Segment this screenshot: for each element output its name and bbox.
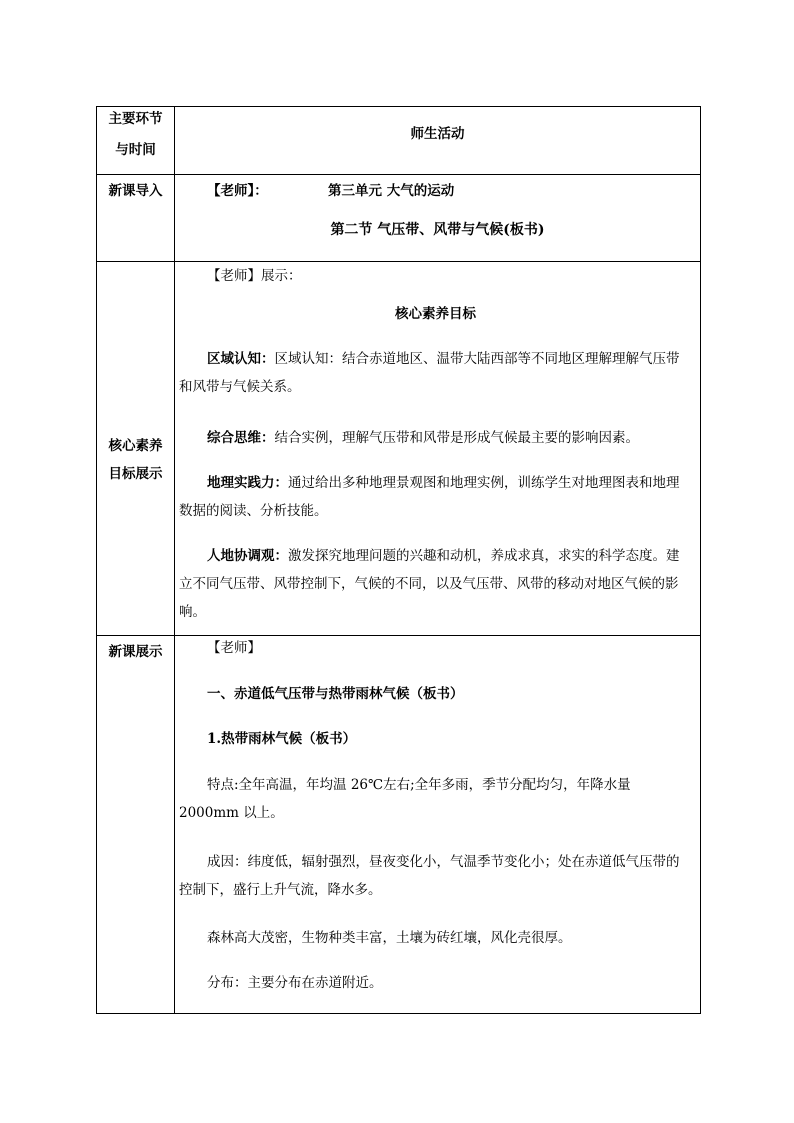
header-stage-line1: 主要环节 <box>108 111 163 127</box>
newlesson-distribution: 分布：主要分布在赤道附近。 <box>207 975 383 991</box>
core-label-line1: 核心素养 <box>108 438 163 454</box>
intro-label: 新课导入 <box>108 183 163 199</box>
core-item-thinking <box>179 424 692 452</box>
newlesson-causes: 成因：纬度低，辐射强烈，昼夜变化小，气温季节变化小；处在赤道低气压带的控制下，盛行上升气流，降水多。 <box>179 854 680 898</box>
core-content-cell <box>175 262 701 636</box>
newlesson-forest: 森林高大茂密，生物种类丰富，土壤为砖红壤，风化壳很厚。 <box>207 930 572 946</box>
header-cell-stage <box>97 107 175 175</box>
core-item-thinking-text: 结合实例，理解气压带和风带是形成气候最主要的影响因素。 <box>274 430 639 446</box>
core-item-region <box>179 345 692 401</box>
newlesson-features: 特点:全年高温，年均温 26℃左右;全年多雨，季节分配均匀，年降水量 2000mm 以上。 <box>179 777 631 821</box>
core-item-harmony <box>179 542 692 626</box>
core-label-line2: 目标展示 <box>108 466 163 482</box>
core-row <box>97 262 701 636</box>
newlesson-heading1: 一、赤道低气压带与热带雨林气候（板书） <box>207 686 464 702</box>
core-item-harmony-text: 激发探究地理问题的兴趣和动机，养成求真，求实的科学态度。建立不同气压带、风带控制下，气候的不同，以及气压带、风带的移动对地区气候的影响。 <box>179 548 680 620</box>
core-item-practice <box>179 469 692 525</box>
core-teacher-show: 【老师】展示： <box>207 268 302 284</box>
header-stage-line2: 与时间 <box>115 142 156 158</box>
core-heading: 核心素养目标 <box>395 306 476 322</box>
header-cell-activity <box>175 107 701 175</box>
core-item-harmony-term: 人地协调观： <box>207 548 288 564</box>
newlesson-row <box>97 636 701 1014</box>
intro-row <box>97 175 701 262</box>
newlesson-label-cell <box>97 636 175 1014</box>
intro-unit-title: 第三单元 大气的运动 <box>328 183 455 199</box>
core-item-practice-text: 通过给出多种地理景观图和地理实例，训练学生对地理图表和地理数据的阅读、分析技能。 <box>179 475 680 519</box>
intro-content-cell <box>175 175 701 262</box>
intro-section-title: 第二节 气压带、风带与气候(板书) <box>330 222 545 238</box>
newlesson-heading2: 1.热带雨林气候（板书） <box>207 731 357 747</box>
newlesson-content-cell <box>175 636 701 1014</box>
core-label-cell <box>97 262 175 636</box>
table-header-row <box>97 107 701 175</box>
core-item-practice-term: 地理实践力： <box>207 475 288 491</box>
core-item-region-term: 区域认知： <box>207 351 275 367</box>
core-item-thinking-term: 综合思维： <box>207 430 275 446</box>
lesson-plan-table <box>96 106 701 1014</box>
intro-teacher-tag: 【老师】： <box>207 183 268 199</box>
header-activity-label: 师生活动 <box>410 126 465 142</box>
core-item-region-text: 区域认知：结合赤道地区、温带大陆西部等不同地区理解理解气压带和风带与气候关系。 <box>179 351 680 395</box>
newlesson-teacher-tag: 【老师】 <box>207 640 261 656</box>
intro-label-cell <box>97 175 175 262</box>
newlesson-label: 新课展示 <box>108 644 163 660</box>
